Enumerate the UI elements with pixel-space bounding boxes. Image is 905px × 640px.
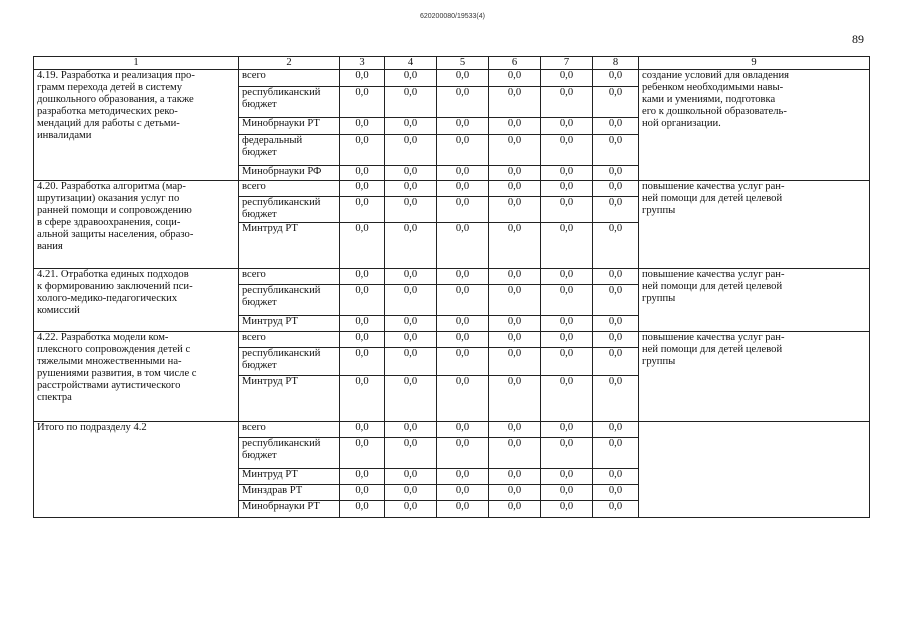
amount-cell: 0,0 <box>593 376 639 422</box>
amount-cell: 0,0 <box>437 332 489 348</box>
amount-cell: 0,0 <box>437 285 489 316</box>
amount-cell: 0,0 <box>437 223 489 269</box>
amount-cell: 0,0 <box>593 438 639 469</box>
amount-cell: 0,0 <box>385 469 437 485</box>
amount-cell: 0,0 <box>593 166 639 181</box>
amount-cell: 0,0 <box>541 285 593 316</box>
amount-cell: 0,0 <box>489 118 541 135</box>
column-number: 1 <box>34 57 239 70</box>
column-number-row <box>34 57 870 70</box>
amount-cell: 0,0 <box>541 469 593 485</box>
amount-cell: 0,0 <box>541 197 593 223</box>
column-number: 3 <box>340 57 385 70</box>
table-row <box>34 332 870 348</box>
amount-cell: 0,0 <box>489 197 541 223</box>
amount-cell: 0,0 <box>340 118 385 135</box>
amount-cell: 0,0 <box>437 422 489 438</box>
table-row <box>34 422 870 438</box>
amount-cell: 0,0 <box>489 269 541 285</box>
amount-cell: 0,0 <box>541 501 593 518</box>
amount-cell: 0,0 <box>340 70 385 87</box>
amount-cell: 0,0 <box>593 70 639 87</box>
amount-cell: 0,0 <box>385 501 437 518</box>
funding-source: Минздрав РТ <box>239 485 340 501</box>
funding-source: всего <box>239 269 340 285</box>
funding-source: всего <box>239 70 340 87</box>
expected-result: создание условий для овладения ребенком необходимыми навы- ками и умениями, подготовка его к дошкольной образователь- ной организации. <box>639 70 870 181</box>
amount-cell: 0,0 <box>437 469 489 485</box>
amount-cell: 0,0 <box>593 316 639 332</box>
amount-cell: 0,0 <box>593 485 639 501</box>
measure-description: 4.20. Разработка алгоритма (мар- шрутизации) оказания услуг по ранней помощи и сопровождению в сфере здравоохранения, соци- альной защиты населения, образо- вания <box>34 181 239 269</box>
expected-result: повышение качества услуг ран- ней помощи для детей целевой группы <box>639 332 870 422</box>
amount-cell: 0,0 <box>437 269 489 285</box>
amount-cell: 0,0 <box>593 422 639 438</box>
funding-source: республиканский бюджет <box>239 285 340 316</box>
amount-cell: 0,0 <box>541 181 593 197</box>
amount-cell: 0,0 <box>437 501 489 518</box>
amount-cell: 0,0 <box>437 348 489 376</box>
funding-source: Минобрнауки РТ <box>239 501 340 518</box>
amount-cell: 0,0 <box>437 118 489 135</box>
measure-description: 4.22. Разработка модели ком- плексного сопровождения детей с тяжелыми множественными на- рушениями развития, в том числе с расстройствами аутистического спектра <box>34 332 239 422</box>
amount-cell: 0,0 <box>340 501 385 518</box>
amount-cell: 0,0 <box>340 332 385 348</box>
amount-cell: 0,0 <box>385 376 437 422</box>
funding-source: всего <box>239 332 340 348</box>
amount-cell: 0,0 <box>541 348 593 376</box>
column-number: 4 <box>385 57 437 70</box>
amount-cell: 0,0 <box>385 197 437 223</box>
funding-source: Минтруд РТ <box>239 376 340 422</box>
amount-cell: 0,0 <box>437 70 489 87</box>
amount-cell: 0,0 <box>385 485 437 501</box>
amount-cell: 0,0 <box>489 285 541 316</box>
funding-source: Минтруд РТ <box>239 469 340 485</box>
column-number: 9 <box>639 57 870 70</box>
document-id: 620200080/19533(4) <box>419 13 485 20</box>
amount-cell: 0,0 <box>593 223 639 269</box>
funding-source: Минобрнауки РФ <box>239 166 340 181</box>
amount-cell: 0,0 <box>340 166 385 181</box>
amount-cell: 0,0 <box>489 485 541 501</box>
amount-cell: 0,0 <box>541 223 593 269</box>
budget-table-body <box>34 57 870 518</box>
column-number: 2 <box>239 57 340 70</box>
amount-cell: 0,0 <box>340 469 385 485</box>
measure-description: 4.19. Разработка и реализация про- грамм перехода детей в систему дошкольного образования, а также разработка методических реко- мендаций для работы с детьми- инвалидами <box>34 70 239 181</box>
amount-cell: 0,0 <box>385 438 437 469</box>
amount-cell: 0,0 <box>385 348 437 376</box>
amount-cell: 0,0 <box>385 87 437 118</box>
amount-cell: 0,0 <box>340 348 385 376</box>
amount-cell: 0,0 <box>385 422 437 438</box>
funding-source: всего <box>239 422 340 438</box>
amount-cell: 0,0 <box>593 332 639 348</box>
amount-cell: 0,0 <box>489 501 541 518</box>
funding-source: Минтруд РТ <box>239 316 340 332</box>
amount-cell: 0,0 <box>385 223 437 269</box>
amount-cell: 0,0 <box>385 181 437 197</box>
amount-cell: 0,0 <box>340 438 385 469</box>
amount-cell: 0,0 <box>385 135 437 166</box>
amount-cell: 0,0 <box>437 438 489 469</box>
amount-cell: 0,0 <box>541 422 593 438</box>
amount-cell: 0,0 <box>541 332 593 348</box>
column-number: 6 <box>489 57 541 70</box>
page-number: 89 <box>852 32 864 46</box>
amount-cell: 0,0 <box>437 135 489 166</box>
amount-cell: 0,0 <box>541 135 593 166</box>
amount-cell: 0,0 <box>437 197 489 223</box>
funding-source: республиканский бюджет <box>239 87 340 118</box>
amount-cell: 0,0 <box>541 485 593 501</box>
amount-cell: 0,0 <box>489 166 541 181</box>
amount-cell: 0,0 <box>385 316 437 332</box>
funding-source: республиканский бюджет <box>239 348 340 376</box>
amount-cell: 0,0 <box>489 422 541 438</box>
amount-cell: 0,0 <box>489 70 541 87</box>
amount-cell: 0,0 <box>340 181 385 197</box>
amount-cell: 0,0 <box>593 87 639 118</box>
amount-cell: 0,0 <box>340 316 385 332</box>
amount-cell: 0,0 <box>593 285 639 316</box>
amount-cell: 0,0 <box>541 70 593 87</box>
amount-cell: 0,0 <box>437 87 489 118</box>
amount-cell: 0,0 <box>437 166 489 181</box>
table-row <box>34 181 870 197</box>
amount-cell: 0,0 <box>385 269 437 285</box>
amount-cell: 0,0 <box>340 422 385 438</box>
amount-cell: 0,0 <box>385 285 437 316</box>
column-number: 5 <box>437 57 489 70</box>
column-number: 7 <box>541 57 593 70</box>
amount-cell: 0,0 <box>593 269 639 285</box>
expected-result: повышение качества услуг ран- ней помощи для детей целевой группы <box>639 181 870 269</box>
amount-cell: 0,0 <box>541 316 593 332</box>
amount-cell: 0,0 <box>489 438 541 469</box>
amount-cell: 0,0 <box>489 469 541 485</box>
amount-cell: 0,0 <box>385 166 437 181</box>
funding-source: Минобрнауки РТ <box>239 118 340 135</box>
amount-cell: 0,0 <box>541 118 593 135</box>
amount-cell: 0,0 <box>489 332 541 348</box>
table-row <box>34 269 870 285</box>
amount-cell: 0,0 <box>541 87 593 118</box>
amount-cell: 0,0 <box>437 485 489 501</box>
amount-cell: 0,0 <box>340 197 385 223</box>
funding-source: Минтруд РТ <box>239 223 340 269</box>
amount-cell: 0,0 <box>489 181 541 197</box>
amount-cell: 0,0 <box>437 376 489 422</box>
column-number: 8 <box>593 57 639 70</box>
budget-table <box>33 56 870 518</box>
amount-cell: 0,0 <box>437 316 489 332</box>
funding-source: республиканский бюджет <box>239 197 340 223</box>
amount-cell: 0,0 <box>340 285 385 316</box>
amount-cell: 0,0 <box>340 269 385 285</box>
measure-description: 4.21. Отработка единых подходов к формированию заключений пси- холого-медико-педагогических комиссий <box>34 269 239 332</box>
amount-cell: 0,0 <box>541 166 593 181</box>
amount-cell: 0,0 <box>593 135 639 166</box>
amount-cell: 0,0 <box>593 197 639 223</box>
amount-cell: 0,0 <box>541 376 593 422</box>
amount-cell: 0,0 <box>593 118 639 135</box>
amount-cell: 0,0 <box>593 348 639 376</box>
amount-cell: 0,0 <box>385 70 437 87</box>
funding-source: всего <box>239 181 340 197</box>
expected-result: повышение качества услуг ран- ней помощи для детей целевой группы <box>639 269 870 332</box>
measure-description: Итого по подразделу 4.2 <box>34 422 239 518</box>
amount-cell: 0,0 <box>593 181 639 197</box>
amount-cell: 0,0 <box>541 438 593 469</box>
amount-cell: 0,0 <box>340 87 385 118</box>
amount-cell: 0,0 <box>340 485 385 501</box>
amount-cell: 0,0 <box>340 223 385 269</box>
amount-cell: 0,0 <box>340 135 385 166</box>
amount-cell: 0,0 <box>385 118 437 135</box>
amount-cell: 0,0 <box>541 269 593 285</box>
amount-cell: 0,0 <box>340 376 385 422</box>
amount-cell: 0,0 <box>489 135 541 166</box>
amount-cell: 0,0 <box>489 316 541 332</box>
funding-source: федеральный бюджет <box>239 135 340 166</box>
amount-cell: 0,0 <box>385 332 437 348</box>
amount-cell: 0,0 <box>489 376 541 422</box>
expected-result <box>639 422 870 518</box>
amount-cell: 0,0 <box>489 223 541 269</box>
amount-cell: 0,0 <box>489 87 541 118</box>
amount-cell: 0,0 <box>593 501 639 518</box>
amount-cell: 0,0 <box>489 348 541 376</box>
amount-cell: 0,0 <box>593 469 639 485</box>
amount-cell: 0,0 <box>437 181 489 197</box>
funding-source: республиканский бюджет <box>239 438 340 469</box>
table-row <box>34 70 870 87</box>
